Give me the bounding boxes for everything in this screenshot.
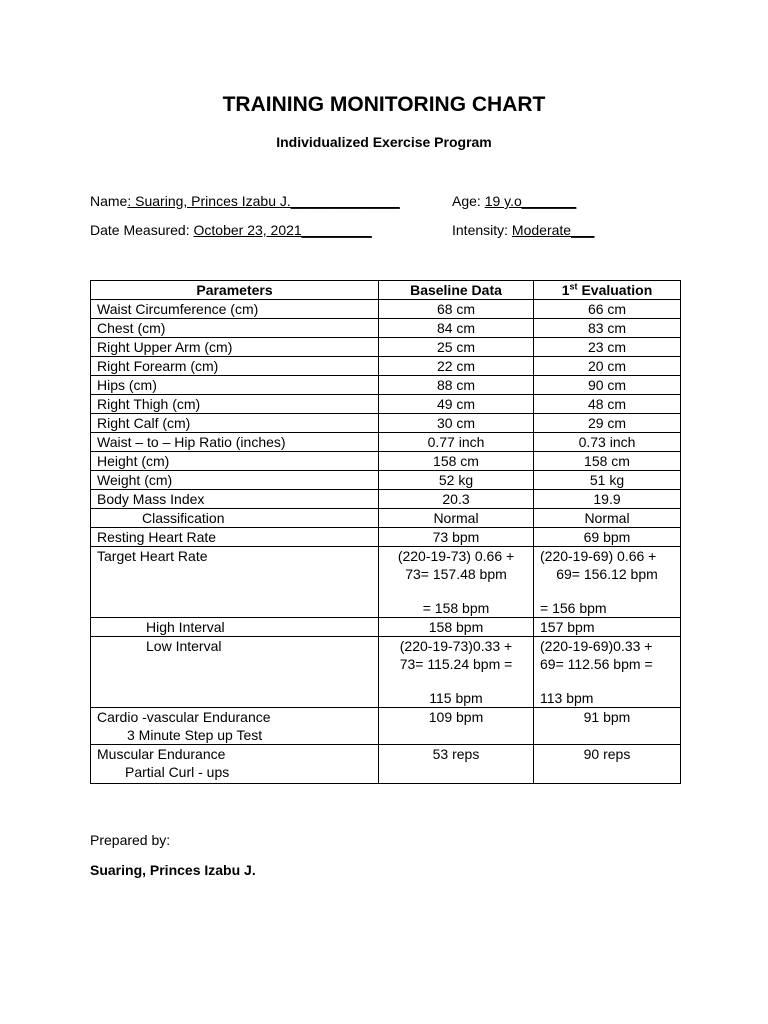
param-cell: Right Calf (cm) <box>91 414 379 433</box>
table-row <box>91 395 681 414</box>
table-header-row <box>91 281 681 300</box>
baseline-cell: 68 cm <box>379 300 534 319</box>
table-row-low-interval <box>91 637 681 708</box>
formula-line: 73= 115.24 bpm = <box>399 656 513 672</box>
baseline-cell: 25 cm <box>379 338 534 357</box>
table-row <box>91 452 681 471</box>
table-row-muscular <box>91 745 681 784</box>
param-cell: Classification <box>91 509 379 528</box>
eval-cell <box>534 547 681 618</box>
table-row <box>91 433 681 452</box>
param-cell: Weight (cm) <box>91 471 379 490</box>
formula-line: (220-19-73)0.33 + <box>399 638 513 654</box>
eval-cell: 90 cm <box>534 376 681 395</box>
eval-cell: 48 cm <box>534 395 681 414</box>
formula-line: (220-19-69) 0.66 + <box>540 548 657 564</box>
table-row <box>91 471 681 490</box>
intensity-value: Moderate___ <box>511 222 595 238</box>
param-cell: Target Heart Rate <box>91 547 379 618</box>
table-row-cardio <box>91 708 681 745</box>
prepared-by-label: Prepared by: <box>90 832 171 848</box>
formula-result: = 156 bpm <box>540 600 607 616</box>
param-cell: Resting Heart Rate <box>91 528 379 547</box>
eval-cell <box>534 637 681 708</box>
baseline-cell: 30 cm <box>379 414 534 433</box>
formula-line: 69= 156.12 bpm <box>556 566 658 582</box>
eval-cell: 83 cm <box>534 319 681 338</box>
eval-label: Evaluation <box>577 282 653 298</box>
formula-line: 73= 157.48 bpm <box>405 566 507 582</box>
formula-result: = 158 bpm <box>422 600 490 616</box>
name-label: Name <box>90 193 128 209</box>
eval-cell: 51 kg <box>534 471 681 490</box>
baseline-cell: 20.3 <box>379 490 534 509</box>
baseline-cell: 49 cm <box>379 395 534 414</box>
table-row-high-interval <box>91 618 681 637</box>
param-cell <box>91 708 379 745</box>
param-cell: Waist Circumference (cm) <box>91 300 379 319</box>
param-cell <box>91 745 379 784</box>
formula-line: (220-19-69)0.33 + <box>540 638 653 654</box>
header-parameters: Parameters <box>91 281 379 300</box>
param-cell: Waist – to – Hip Ratio (inches) <box>91 433 379 452</box>
table-row <box>91 490 681 509</box>
date-field <box>90 222 372 238</box>
table-row <box>91 300 681 319</box>
baseline-cell <box>379 637 534 708</box>
eval-cell: Normal <box>534 509 681 528</box>
param-subline: Partial Curl - ups <box>125 764 230 780</box>
baseline-cell: Normal <box>379 509 534 528</box>
name-value: : Suaring, Princes Izabu J.______________ <box>127 193 400 209</box>
baseline-cell: 0.77 inch <box>379 433 534 452</box>
table-row <box>91 319 681 338</box>
eval-cell: 0.73 inch <box>534 433 681 452</box>
formula-line: (220-19-73) 0.66 + <box>397 548 515 564</box>
param-subline: 3 Minute Step up Test <box>127 727 263 743</box>
eval-cell: 91 bpm <box>534 708 681 745</box>
header-baseline: Baseline Data <box>379 281 534 300</box>
name-field <box>90 193 400 209</box>
formula-line: 69= 112.56 bpm = <box>540 656 653 672</box>
baseline-cell: 88 cm <box>379 376 534 395</box>
header-evaluation <box>534 281 681 300</box>
date-label: Date Measured: <box>90 222 194 238</box>
eval-cell: 66 cm <box>534 300 681 319</box>
baseline-cell <box>379 547 534 618</box>
baseline-cell: 53 reps <box>379 745 534 784</box>
table-row <box>91 376 681 395</box>
baseline-cell: 84 cm <box>379 319 534 338</box>
param-cell: High Interval <box>91 618 379 637</box>
eval-cell: 69 bpm <box>534 528 681 547</box>
eval-cell: 20 cm <box>534 357 681 376</box>
baseline-cell: 22 cm <box>379 357 534 376</box>
param-line: Muscular Endurance <box>97 746 226 762</box>
eval-superscript: st <box>569 281 578 292</box>
age-value: 19 y.o_______ <box>484 193 577 209</box>
param-cell: Right Thigh (cm) <box>91 395 379 414</box>
baseline-cell: 52 kg <box>379 471 534 490</box>
param-cell: Right Upper Arm (cm) <box>91 338 379 357</box>
table-row <box>91 357 681 376</box>
eval-cell: 157 bpm <box>534 618 681 637</box>
date-value: October 23, 2021_________ <box>193 222 372 238</box>
age-label: Age: <box>452 193 485 209</box>
param-cell: Body Mass Index <box>91 490 379 509</box>
param-cell: Hips (cm) <box>91 376 379 395</box>
age-field <box>452 193 576 209</box>
baseline-cell: 158 bpm <box>379 618 534 637</box>
intensity-field <box>452 222 594 238</box>
table-row <box>91 509 681 528</box>
table-row-target-heart-rate <box>91 547 681 618</box>
intensity-label: Intensity: <box>452 222 512 238</box>
table-row <box>91 528 681 547</box>
page-subtitle: Individualized Exercise Program <box>276 134 492 150</box>
eval-cell: 29 cm <box>534 414 681 433</box>
param-line: Cardio -vascular Endurance <box>97 709 271 725</box>
eval-cell: 158 cm <box>534 452 681 471</box>
baseline-cell: 73 bpm <box>379 528 534 547</box>
monitoring-table <box>90 280 681 784</box>
eval-cell: 19.9 <box>534 490 681 509</box>
eval-number: 1 <box>561 282 570 298</box>
table-row <box>91 414 681 433</box>
preparer-name: Suaring, Princes Izabu J. <box>90 862 256 878</box>
param-cell: Chest (cm) <box>91 319 379 338</box>
baseline-cell: 109 bpm <box>379 708 534 745</box>
formula-result: 113 bpm <box>540 690 594 706</box>
page-title: TRAINING MONITORING CHART <box>222 93 546 116</box>
baseline-cell: 158 cm <box>379 452 534 471</box>
eval-cell: 90 reps <box>534 745 681 784</box>
eval-cell: 23 cm <box>534 338 681 357</box>
param-cell: Low Interval <box>91 637 379 708</box>
param-cell: Right Forearm (cm) <box>91 357 379 376</box>
table-row <box>91 338 681 357</box>
param-cell: Height (cm) <box>91 452 379 471</box>
formula-result: 115 bpm <box>429 690 483 706</box>
